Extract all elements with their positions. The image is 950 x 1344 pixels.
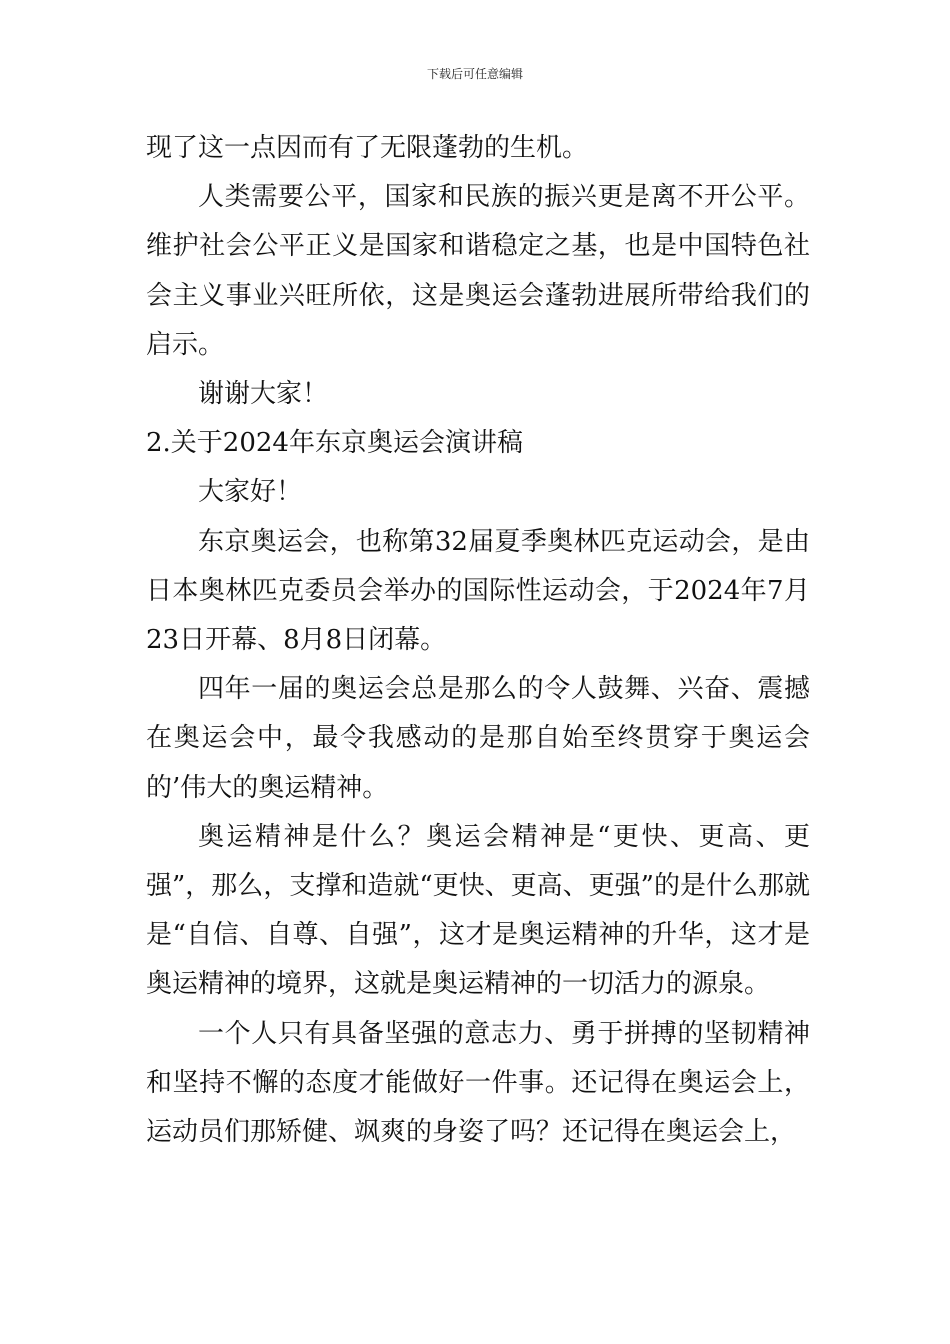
document-body xyxy=(146,124,810,1157)
paragraph-willpower: 一个人只有具备坚强的意志力、勇于拼搏的坚韧精神和坚持不懈的态度才能做好一件事。还记得在奥运会上，运动员们那矫健、飒爽的身姿了吗？还记得在奥运会上， xyxy=(146,1018,810,1148)
paragraph-closing-line: 现了这一点因而有了无限蓬勃的生机。 xyxy=(146,133,589,163)
paragraph-thanks: 谢谢大家！ xyxy=(198,379,329,410)
paragraph-olympic-spirit-definition: 奥运精神是什么？奥运会精神是“更快、更高、更强”，那么，支撑和造就“更快、更高、更强”的是什么那就是“自信、自尊、自强”，这才是奥运精神的升华，这才是奥运精神的境界，这就是奥运精神的一切活力的源泉。 xyxy=(146,821,810,1000)
paragraph-tokyo-olympics: 东京奥运会，也称第32届夏季奥林匹克运动会，是由日本奥林匹克委员会举办的国际性运动会，于2024年7月23日开幕、8月8日闭幕。 xyxy=(146,526,810,656)
section-heading: 2.关于2024年东京奥运会演讲稿 xyxy=(146,428,523,459)
paragraph-fairness: 人类需要公平，国家和民族的振兴更是离不开公平。维护社会公平正义是国家和谐稳定之基，也是中国特色社会主义事业兴旺所依，这是奥运会蓬勃进展所带给我们的启示。 xyxy=(146,182,810,360)
paragraph-greeting: 大家好！ xyxy=(198,477,303,508)
page-header: 下载后可任意编辑 xyxy=(426,67,523,81)
paragraph-olympic-spirit-intro: 四年一届的奥运会总是那么的令人鼓舞、兴奋、震撼在奥运会中，最令我感动的是那自始至终贯穿于奥运会的’伟大的奥运精神。 xyxy=(146,674,810,803)
